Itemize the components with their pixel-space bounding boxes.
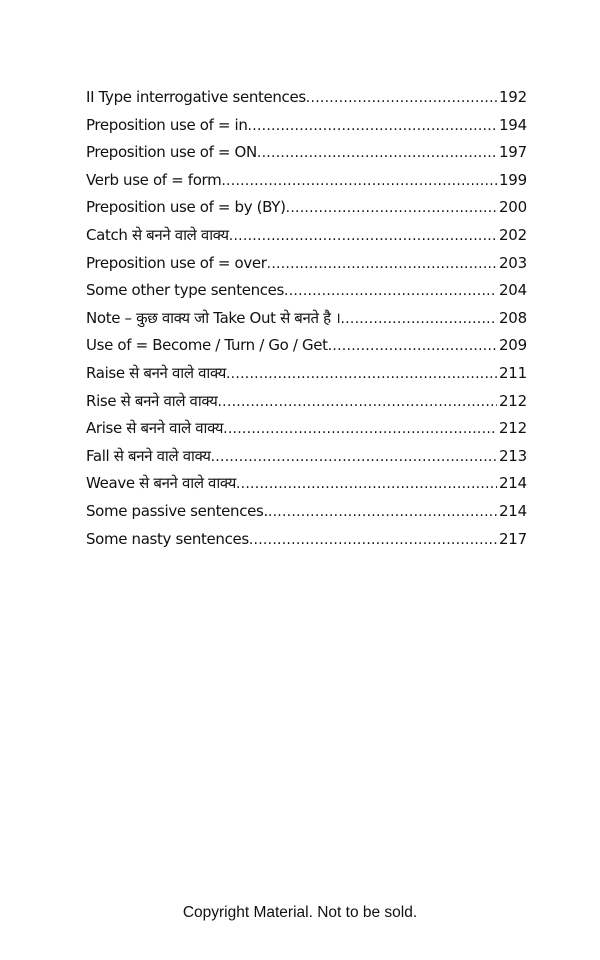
dot-leader: [249, 527, 497, 554]
toc-entry: [86, 526, 527, 554]
toc-entry: [86, 388, 527, 416]
toc-entry-page: 211: [498, 363, 527, 382]
dot-leader: [229, 223, 497, 250]
toc-entry-page: 212: [498, 391, 527, 410]
toc-entry: [86, 250, 527, 278]
toc-entry: [86, 332, 527, 360]
toc-entry-page: 212: [498, 419, 527, 438]
dot-leader: [221, 168, 497, 195]
toc-entry-page: 214: [498, 501, 527, 520]
toc-entry-page: 209: [498, 336, 527, 355]
toc-entry-title: Preposition use of = by (BY): [86, 198, 286, 217]
dot-leader: [226, 361, 497, 388]
dot-leader: [217, 389, 497, 416]
dot-leader: [223, 416, 497, 443]
dot-leader: [267, 251, 497, 278]
toc-entry-page: 197: [498, 143, 527, 162]
toc-entry: [86, 112, 527, 140]
toc-entry-page: 213: [498, 446, 527, 465]
toc-entry-page: 214: [498, 474, 527, 493]
dot-leader: [328, 333, 497, 360]
toc-entry-title: Use of = Become / Turn / Go / Get: [86, 336, 328, 355]
dot-leader: [340, 306, 497, 333]
table-of-contents: [86, 84, 527, 553]
toc-entry: [86, 305, 527, 333]
toc-entry-page: 192: [498, 88, 527, 106]
dot-leader: [236, 471, 497, 498]
toc-entry-title: Rise से बनने वाले वाक्य: [86, 391, 218, 410]
toc-entry-title: Arise से बनने वाले वाक्य: [86, 419, 224, 438]
toc-entry: [86, 194, 527, 222]
dot-leader: [211, 444, 497, 471]
toc-entry-page: 202: [498, 225, 527, 244]
toc-entry-page: 199: [498, 170, 527, 189]
toc-entry: [86, 498, 527, 526]
toc-entry-title: Some nasty sentences: [86, 529, 249, 548]
dot-leader: [268, 499, 497, 526]
toc-entry-title: Catch से बनने वाले वाक्य: [86, 225, 229, 244]
copyright-footer: Copyright Material. Not to be sold.: [182, 904, 418, 921]
toc-entry-title: Raise से बनने वाले वाक्य: [86, 363, 226, 382]
toc-entry: [86, 277, 527, 305]
toc-entry: [86, 443, 527, 471]
dot-leader: [284, 278, 497, 305]
toc-entry-title: Weave से बनने वाले वाक्य: [86, 474, 236, 493]
toc-entry-title: Fall से बनने वाले वाक्य: [86, 446, 211, 465]
toc-entry-page: 203: [498, 253, 527, 272]
dot-leader: [257, 140, 497, 167]
toc-entry-title: Some other type sentences: [86, 281, 285, 300]
toc-entry-page: 204: [498, 281, 527, 300]
toc-entry: [86, 139, 527, 167]
toc-entry-page: 217: [498, 529, 527, 548]
toc-entry-title: Verb use of = form: [86, 170, 222, 189]
dot-leader: [306, 85, 497, 112]
toc-entry-page: 200: [498, 198, 527, 217]
toc-entry-title: Preposition use of = in: [86, 115, 248, 134]
toc-entry-page: 194: [498, 115, 527, 134]
dot-leader: [248, 113, 497, 140]
toc-entry-title: Note – कुछ वाक्य जो Take Out से बनते है ।: [86, 308, 341, 327]
toc-entry: [86, 84, 527, 112]
toc-entry-title: Preposition use of = over: [86, 253, 267, 272]
toc-entry-title: II Type interrogative sentences: [86, 88, 306, 106]
toc-entry: [86, 360, 527, 388]
toc-entry: [86, 222, 527, 250]
toc-entry-title: Preposition use of = ON: [86, 143, 257, 162]
toc-entry: [86, 415, 527, 443]
toc-entry-page: 208: [498, 308, 527, 327]
dot-leader: [286, 195, 497, 222]
toc-entry: [86, 167, 527, 195]
toc-entry: [86, 470, 527, 498]
toc-entry-title: Some passive sentences.: [86, 501, 268, 520]
